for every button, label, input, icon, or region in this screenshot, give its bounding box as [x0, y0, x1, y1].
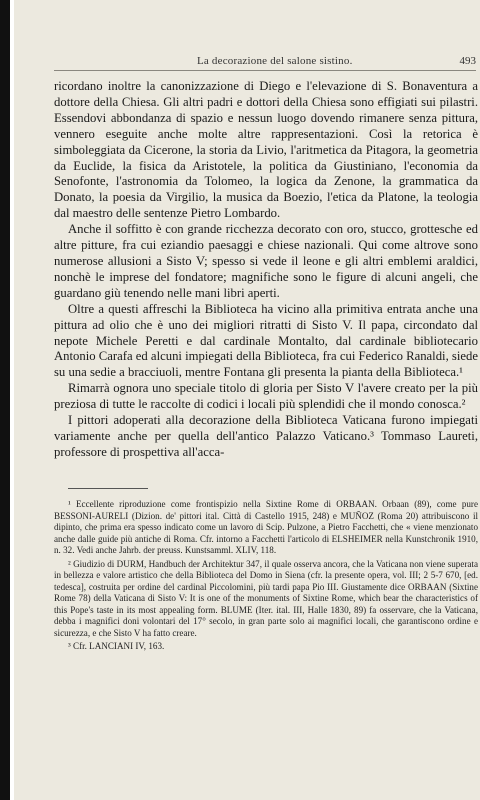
page-number: 493	[459, 55, 476, 67]
paragraph: Anche il soffitto è con grande ricchezza decorato con oro, stucco, grottesche ed altre pitture, fra cui eziandio paesaggi e chiese nazionali. Qui come altrove sono numerose allusioni a Sisto V; spesso si vede il leone e gli altri emblemi araldici, nonchè le imprese del fondatore; magnifiche sono le figure di alcuni angeli, che guardano giù tenendo nelle mani libri aperti.	[54, 222, 478, 300]
paragraph: Oltre a questi affreschi la Biblioteca ha vicino alla primitiva entrata anche una pittura ad olio che è uno dei migliori ritratti di Sisto V. Il papa, circondato dal nepote Michele Peretti e dal cardinale Montalto, dal cardinale bibliotecario Antonio Carafa ed alcuni impiegati della Biblioteca, fra cui Federico Ranaldi, siede su una sedie a bracciuoli, mentre Fontana gli presenta la pianta della Biblioteca.¹	[54, 301, 478, 380]
footnotes	[54, 499, 478, 655]
running-header	[54, 55, 476, 71]
paragraph: I pittori adoperati alla decorazione della Biblioteca Vaticana furono impiegati variamente anche per quella dell'antico Palazzo Vaticano.³ Tommaso Laureti, professore di prospettiva all'acca-	[54, 413, 478, 459]
book-page	[14, 0, 480, 800]
running-title: La decorazione del salone sistino.	[196, 55, 353, 67]
footnote: ¹ Eccellente riproduzione come frontispizio nella Sixtine Rome di ORBAAN. Orbaan (89), come pure BESSONI-AURELI (Dizion. de' pittori ital. Città di Castello 1915, 248) e MUÑOZ (Roma 20) attribuiscono il dipinto, che prima era spesso indicato come un lavoro di Scip. Pulzone, a Pietro Facchetti, che « viene menzionato anche dalle guide più antiche di Roma. Cfr. intorno a Facchetti l'articolo di ELSHEIMER nella Kunstchronik 1910, n. 32. Vedi anche Jahrb. der preuss. Kunstsamml. XLIV, 118.	[54, 499, 478, 555]
paragraph: Rimarrà ognora uno speciale titolo di gloria per Sisto V l'avere creato per la più preziosa di tutte le raccolte di codici i locali più splendidi che il mondo conosca.²	[54, 381, 478, 412]
paragraph: ricordano inoltre la canonizzazione di Diego e l'elevazione di S. Bonaventura a dottore della Chiesa. Gli altri padri e dottori della Chiesa sono effigiati sui pilastri. Essendovi abbondanza di spazio e nessun luogo dovendo rimanere senza pittura, vennero eseguite anche molte altre rappresentazioni. Così la retorica è simboleggiata da Cicerone, la storia da Livio, l'aritmetica da Pitagora, la geometria da Euclide, la fisica da Aristotele, la politica da Giustiniano, l'economia da Senofonte, l'astronomia da Tolomeo, la logica da Zenone, la grammatica da Donato, la poesia da Virgilio, la musica da Boezio, l'etica da Platone, la teologia dal maestro delle sentenze Pietro Lombardo.	[54, 79, 478, 221]
footnote-divider	[68, 488, 148, 489]
scan-edge	[0, 0, 10, 800]
footnote: ³ Cfr. LANCIANI IV, 163.	[68, 641, 165, 651]
footnote: ² Giudizio di DURM, Handbuch der Architektur 347, il quale osserva ancora, che la Vaticana non viene superata in bellezza e valore artistico che della Biblioteca del Domo in Siena (cfr. la presente opera, vol. III; 2 5-7 670, [ed. tedesca], costruita per ordine del cardinal Piccolomini, più tardi papa Pio III. Giustamente dice ORBAAN (Sixtine Rome 78) della Vaticana di Sisto V: It is one of the monuments of Sixtine Rome, which bear the characteristics of this Pope's taste in its most appealing form. BLUME (Iter. ital. III, Halle 1830, 89) fa osservare, che la Vaticana, debba i magnifici doni volontari del 17° secolo, in gran parte solo ai magnifici locali, che garantiscono ordine e sicurezza, e che Sisto V ha fatto creare.	[54, 558, 478, 638]
main-text	[54, 79, 478, 461]
